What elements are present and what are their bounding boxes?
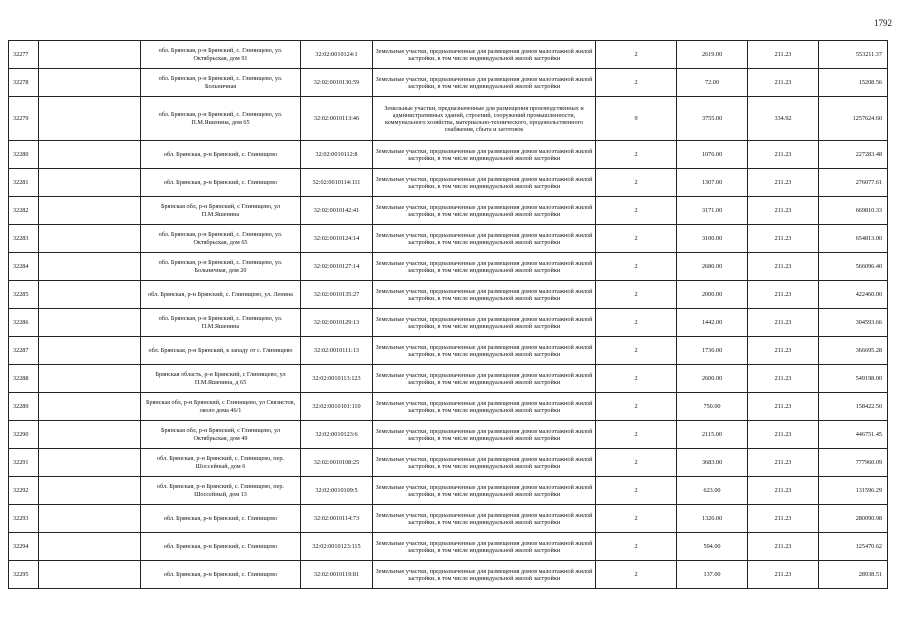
group-cell: 9 [596,97,677,141]
row-number-cell: 32286 [9,309,39,337]
cost-cell: 131596.29 [819,477,888,505]
rate-cell: 211.23 [748,393,819,421]
empty-cell [39,141,141,169]
row-number-cell: 32280 [9,141,39,169]
row-number-cell: 32287 [9,337,39,365]
cadastral-number-cell: 32:02:0010124:14 [301,225,373,253]
address-cell: обл. Брянская, р-н Брянский, с. Глинищево [141,561,301,589]
group-cell: 2 [596,41,677,69]
cadastral-number-cell: 32:02:0010123:115 [301,533,373,561]
area-cell: 3755.00 [677,97,748,141]
area-cell: 2000.00 [677,281,748,309]
cadastral-number-cell: 32:02:0010101:110 [301,393,373,421]
table-row [9,197,888,225]
cadastral-number-cell: 32:02:0010130:59 [301,69,373,97]
group-cell: 2 [596,561,677,589]
land-use-cell: Земельные участки, предназначенные для размещения производственных и административных зданий, строений, сооружений промышленности, коммунального хозяйства, материально-технического, продовольственного снабжения, сбыта и заготовок [373,97,596,141]
rate-cell: 211.23 [748,253,819,281]
rate-cell: 211.23 [748,309,819,337]
row-number-cell: 32290 [9,421,39,449]
cadastral-number-cell: 32:02:0010111:13 [301,337,373,365]
group-cell: 2 [596,337,677,365]
group-cell: 2 [596,253,677,281]
rate-cell: 211.23 [748,561,819,589]
table-row [9,97,888,141]
group-cell: 2 [596,393,677,421]
cost-cell: 276077.61 [819,169,888,197]
cost-cell: 227283.48 [819,141,888,169]
land-use-cell: Земельные участки, предназначенные для размещения домов малоэтажной жилой застройки, в том числе индивидуальной жилой застройки [373,41,596,69]
empty-cell [39,477,141,505]
rate-cell: 211.23 [748,477,819,505]
rate-cell: 211.23 [748,365,819,393]
empty-cell [39,561,141,589]
area-cell: 1736.00 [677,337,748,365]
area-cell: 623.00 [677,477,748,505]
empty-cell [39,365,141,393]
area-cell: 1076.00 [677,141,748,169]
address-cell: Брянская область, р-н Брянский, с Глинищево, ул П.М.Яшенина, д 65 [141,365,301,393]
table-row [9,169,888,197]
land-use-cell: Земельные участки, предназначенные для размещения домов малоэтажной жилой застройки, в том числе индивидуальной жилой застройки [373,253,596,281]
row-number-cell: 32281 [9,169,39,197]
row-number-cell: 32288 [9,365,39,393]
group-cell: 2 [596,197,677,225]
rate-cell: 211.23 [748,337,819,365]
area-cell: 2619.00 [677,41,748,69]
empty-cell [39,253,141,281]
cost-cell: 280090.98 [819,505,888,533]
cost-cell: 553211.37 [819,41,888,69]
table-row [9,41,888,69]
area-cell: 72.00 [677,69,748,97]
group-cell: 2 [596,505,677,533]
empty-cell [39,533,141,561]
cadastral-number-cell: 32:02:0010113:123 [301,365,373,393]
land-use-cell: Земельные участки, предназначенные для размещения домов малоэтажной жилой застройки, в том числе индивидуальной жилой застройки [373,449,596,477]
table-row [9,309,888,337]
land-use-cell: Земельные участки, предназначенные для размещения домов малоэтажной жилой застройки, в том числе индивидуальной жилой застройки [373,533,596,561]
area-cell: 137.00 [677,561,748,589]
address-cell: обл. Брянская, р-н Брянский, с. Глинищево, ул. Ленина [141,281,301,309]
table-row [9,337,888,365]
address-cell: обл. Брянская, р-н Брянский, с. Глинищево [141,505,301,533]
land-use-cell: Земельные участки, предназначенные для размещения домов малоэтажной жилой застройки, в том числе индивидуальной жилой застройки [373,225,596,253]
cadastral-number-cell: 32:02:0010124:1 [301,41,373,69]
cadastral-number-cell: 32:02:0010109:5 [301,477,373,505]
address-cell: обл. Брянская, р-н Брянский, с. Глинищево, ул. Больничная, дом 20 [141,253,301,281]
row-number-cell: 32284 [9,253,39,281]
empty-cell [39,421,141,449]
row-number-cell: 32283 [9,225,39,253]
cadastral-number-cell: 32:02:0010119:81 [301,561,373,589]
cadastral-number-cell: 32:02:0010123:6 [301,421,373,449]
group-cell: 2 [596,281,677,309]
group-cell: 2 [596,69,677,97]
cost-cell: 304593.66 [819,309,888,337]
area-cell: 750.00 [677,393,748,421]
row-number-cell: 32293 [9,505,39,533]
area-cell: 1442.00 [677,309,748,337]
address-cell: обл. Брянская, р-н Брянский, с. Глинищево [141,141,301,169]
table-row [9,253,888,281]
area-cell: 594.00 [677,533,748,561]
area-cell: 1326.00 [677,505,748,533]
rate-cell: 334.92 [748,97,819,141]
row-number-cell: 32277 [9,41,39,69]
land-use-cell: Земельные участки, предназначенные для размещения домов малоэтажной жилой застройки, в том числе индивидуальной жилой застройки [373,197,596,225]
area-cell: 1307.00 [677,169,748,197]
group-cell: 2 [596,365,677,393]
area-cell: 2680.00 [677,253,748,281]
address-cell: обл. Брянская, р-н Брянский, с. Глинищево [141,169,301,197]
cost-cell: 422460.00 [819,281,888,309]
address-cell: обл. Брянская, р-н Брянский, с. Глинищево, ул. Больничная [141,69,301,97]
rate-cell: 211.23 [748,141,819,169]
cost-cell: 669810.33 [819,197,888,225]
row-number-cell: 32289 [9,393,39,421]
table-row [9,477,888,505]
cadastral-number-cell: 32:02:0010114:73 [301,505,373,533]
table-row [9,421,888,449]
row-number-cell: 32279 [9,97,39,141]
address-cell: обл. Брянская, р-н Брянский, с. Глинищево, пер. Шоссейный, дом 13 [141,477,301,505]
cadastral-number-cell: 32:02:0010114:111 [301,169,373,197]
rate-cell: 211.23 [748,533,819,561]
empty-cell [39,449,141,477]
empty-cell [39,309,141,337]
table-row [9,533,888,561]
table-row [9,69,888,97]
row-number-cell: 32291 [9,449,39,477]
cost-cell: 158422.50 [819,393,888,421]
empty-cell [39,225,141,253]
group-cell: 2 [596,309,677,337]
address-cell: обл. Брянская, р-н Брянский, с. Глинищево, ул. Октябрьская, дом 65 [141,225,301,253]
cost-cell: 1257624.60 [819,97,888,141]
table-row [9,505,888,533]
cost-cell: 549198.00 [819,365,888,393]
rate-cell: 211.23 [748,281,819,309]
empty-cell [39,337,141,365]
cadastral-number-cell: 32:02:0010135:27 [301,281,373,309]
cadastral-number-cell: 32:02:0010142:41 [301,197,373,225]
rate-cell: 211.23 [748,449,819,477]
cost-cell: 654813.00 [819,225,888,253]
cadastral-table [8,40,888,589]
address-cell: Брянская обл, р-н Брянский, с Глинищево, ул Октябрьская, дом 49 [141,421,301,449]
rate-cell: 211.23 [748,505,819,533]
address-cell: обл. Брянская, р-н Брянский, с. Глинищево, ул. Октябрьская, дом 91 [141,41,301,69]
empty-cell [39,197,141,225]
land-use-cell: Земельные участки, предназначенные для размещения домов малоэтажной жилой застройки, в том числе индивидуальной жилой застройки [373,337,596,365]
address-cell: Брянская обл, р-н Брянский, с Глинищево, ул П.М.Яшенина [141,197,301,225]
cadastral-number-cell: 32:02:0010112:8 [301,141,373,169]
rate-cell: 211.23 [748,169,819,197]
cost-cell: 28938.51 [819,561,888,589]
area-cell: 2600.00 [677,365,748,393]
row-number-cell: 32294 [9,533,39,561]
empty-cell [39,281,141,309]
land-use-cell: Земельные участки, предназначенные для размещения домов малоэтажной жилой застройки, в том числе индивидуальной жилой застройки [373,421,596,449]
group-cell: 2 [596,477,677,505]
table-row [9,365,888,393]
empty-cell [39,505,141,533]
group-cell: 2 [596,225,677,253]
rate-cell: 211.23 [748,197,819,225]
group-cell: 2 [596,169,677,197]
table-row [9,225,888,253]
group-cell: 2 [596,421,677,449]
land-use-cell: Земельные участки, предназначенные для размещения домов малоэтажной жилой застройки, в том числе индивидуальной жилой застройки [373,393,596,421]
area-cell: 3171.00 [677,197,748,225]
group-cell: 2 [596,449,677,477]
area-cell: 3683.00 [677,449,748,477]
row-number-cell: 32295 [9,561,39,589]
table-body [9,41,888,589]
cadastral-number-cell: 32:02:0010127:14 [301,253,373,281]
empty-cell [39,69,141,97]
area-cell: 3100.00 [677,225,748,253]
address-cell: обл. Брянская, р-н Брянский, с. Глинищево, ул. П.М.Яшенина, дом 65 [141,97,301,141]
land-use-cell: Земельные участки, предназначенные для размещения домов малоэтажной жилой застройки, в том числе индивидуальной жилой застройки [373,69,596,97]
area-cell: 2115.00 [677,421,748,449]
empty-cell [39,41,141,69]
land-use-cell: Земельные участки, предназначенные для размещения домов малоэтажной жилой застройки, в том числе индивидуальной жилой застройки [373,477,596,505]
land-use-cell: Земельные участки, предназначенные для размещения домов малоэтажной жилой застройки, в том числе индивидуальной жилой застройки [373,505,596,533]
table-row [9,141,888,169]
rate-cell: 211.23 [748,41,819,69]
land-use-cell: Земельные участки, предназначенные для размещения домов малоэтажной жилой застройки, в том числе индивидуальной жилой застройки [373,309,596,337]
table-row [9,449,888,477]
address-cell: обл. Брянская, р-н Брянский, к западу от с. Глинищево [141,337,301,365]
table-row [9,561,888,589]
empty-cell [39,169,141,197]
cost-cell: 15208.56 [819,69,888,97]
row-number-cell: 32285 [9,281,39,309]
land-use-cell: Земельные участки, предназначенные для размещения домов малоэтажной жилой застройки, в том числе индивидуальной жилой застройки [373,561,596,589]
table-row [9,393,888,421]
land-use-cell: Земельные участки, предназначенные для размещения домов малоэтажной жилой застройки, в том числе индивидуальной жилой застройки [373,169,596,197]
land-use-cell: Земельные участки, предназначенные для размещения домов малоэтажной жилой застройки, в том числе индивидуальной жилой застройки [373,141,596,169]
land-use-cell: Земельные участки, предназначенные для размещения домов малоэтажной жилой застройки, в том числе индивидуальной жилой застройки [373,281,596,309]
empty-cell [39,393,141,421]
cadastral-number-cell: 32:02:0010129:13 [301,309,373,337]
group-cell: 2 [596,533,677,561]
page-number: 1792 [874,18,892,28]
row-number-cell: 32282 [9,197,39,225]
cadastral-number-cell: 32:02:0010113:46 [301,97,373,141]
table-row [9,281,888,309]
cost-cell: 446751.45 [819,421,888,449]
group-cell: 2 [596,141,677,169]
cadastral-number-cell: 32:02:0010108:25 [301,449,373,477]
cost-cell: 125470.62 [819,533,888,561]
address-cell: Брянская обл, р-н Брянский, с Глинищево, ул Связистов, около дома 46/1 [141,393,301,421]
empty-cell [39,97,141,141]
address-cell: обл. Брянская, р-н Брянский, с. Глинищево, ул. П.М.Яшенина [141,309,301,337]
cost-cell: 366695.28 [819,337,888,365]
row-number-cell: 32292 [9,477,39,505]
rate-cell: 211.23 [748,225,819,253]
row-number-cell: 32278 [9,69,39,97]
cost-cell: 566096.40 [819,253,888,281]
address-cell: обл. Брянская, р-н Брянский, с. Глинищево [141,533,301,561]
cost-cell: 777960.09 [819,449,888,477]
address-cell: обл. Брянская, р-н Брянский, с. Глинищево, пер. Шоссейный, дом 6 [141,449,301,477]
land-use-cell: Земельные участки, предназначенные для размещения домов малоэтажной жилой застройки, в том числе индивидуальной жилой застройки [373,365,596,393]
rate-cell: 211.23 [748,69,819,97]
rate-cell: 211.23 [748,421,819,449]
